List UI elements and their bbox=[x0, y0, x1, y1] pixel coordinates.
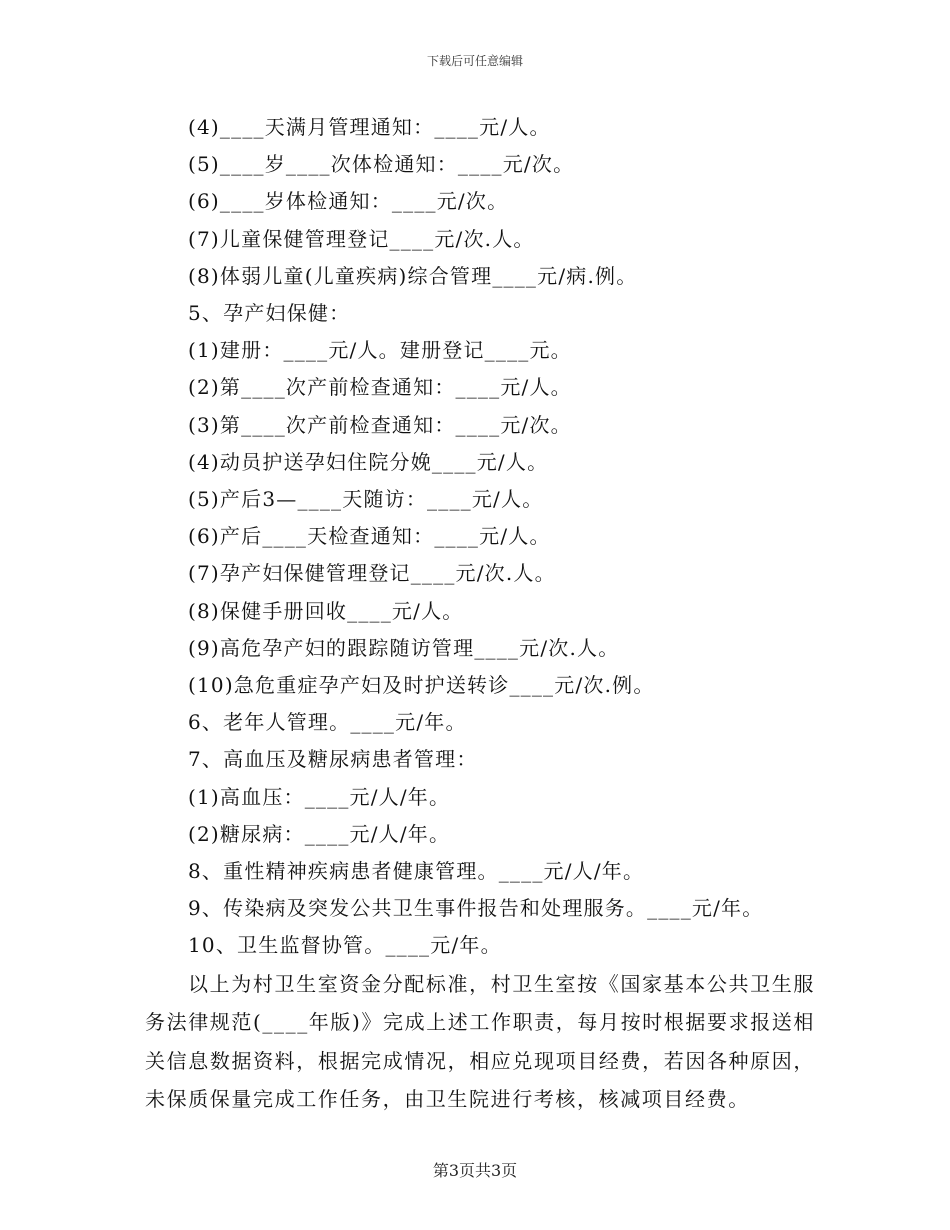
list-item: (5)____岁____次体检通知：____元/次。 bbox=[188, 152, 575, 177]
list-item: (2)糖尿病：____元/人/年。 bbox=[188, 821, 451, 846]
list-item: (7)儿童保健管理登记____元/次.人。 bbox=[188, 226, 535, 251]
list-item: (4)动员护送孕妇住院分娩____元/人。 bbox=[188, 449, 549, 474]
page-number: 第3页共3页 bbox=[432, 1161, 518, 1180]
list-item: (1)高血压：____元/人/年。 bbox=[188, 784, 451, 809]
list-item: (8)保健手册回收____元/人。 bbox=[188, 598, 464, 623]
section-heading: 7、高血压及糖尿病患者管理： bbox=[188, 747, 478, 772]
list-item: (3)第____次产前检查通知：____元/次。 bbox=[188, 412, 572, 437]
list-item: (7)孕产妇保健管理登记____元/次.人。 bbox=[188, 561, 556, 586]
list-item: (6)产后____天检查通知：____元/人。 bbox=[188, 524, 551, 549]
document-body bbox=[145, 109, 815, 1119]
page-header: 下载后可任意编辑 bbox=[426, 54, 523, 68]
section-heading: 10、卫生监督协管。____元/年。 bbox=[188, 933, 502, 958]
section-heading: 5、孕产妇保健： bbox=[188, 301, 351, 326]
section-heading: 9、传染病及突发公共卫生事件报告和处理服务。____元/年。 bbox=[188, 896, 764, 921]
list-item: (5)产后3—____天随访：____元/人。 bbox=[188, 487, 544, 512]
list-item: (10)急危重症孕产妇及时护送转诊____元/次.例。 bbox=[188, 673, 655, 698]
closing-paragraph: 以上为村卫生室资金分配标准，村卫生室按《国家基本公共卫生服务法律规范(____年版)》完成上述工作职责，每月按时根据要求报送相关信息数据资料，根据完成情况，相应兑现项目经费，若因各种原因，未保质保量完成工作任务，由卫生院进行考核，核减项目经费。 bbox=[145, 971, 816, 1112]
list-item: (2)第____次产前检查通知：____元/人。 bbox=[188, 375, 572, 400]
section-heading: 8、重性精神疾病患者健康管理。____元/人/年。 bbox=[188, 859, 645, 884]
list-item: (4)____天满月管理通知：____元/人。 bbox=[188, 115, 551, 139]
list-item: (8)体弱儿童(儿童疾病)综合管理____元/病.例。 bbox=[188, 263, 638, 288]
section-heading: 6、老年人管理。____元/年。 bbox=[188, 710, 467, 735]
list-item: (6)____岁体检通知：____元/次。 bbox=[188, 189, 509, 214]
list-item: (9)高危孕产妇的跟踪随访管理____元/次.人。 bbox=[188, 635, 620, 660]
list-item: (1)建册：____元/人。建册登记____元。 bbox=[188, 338, 572, 363]
